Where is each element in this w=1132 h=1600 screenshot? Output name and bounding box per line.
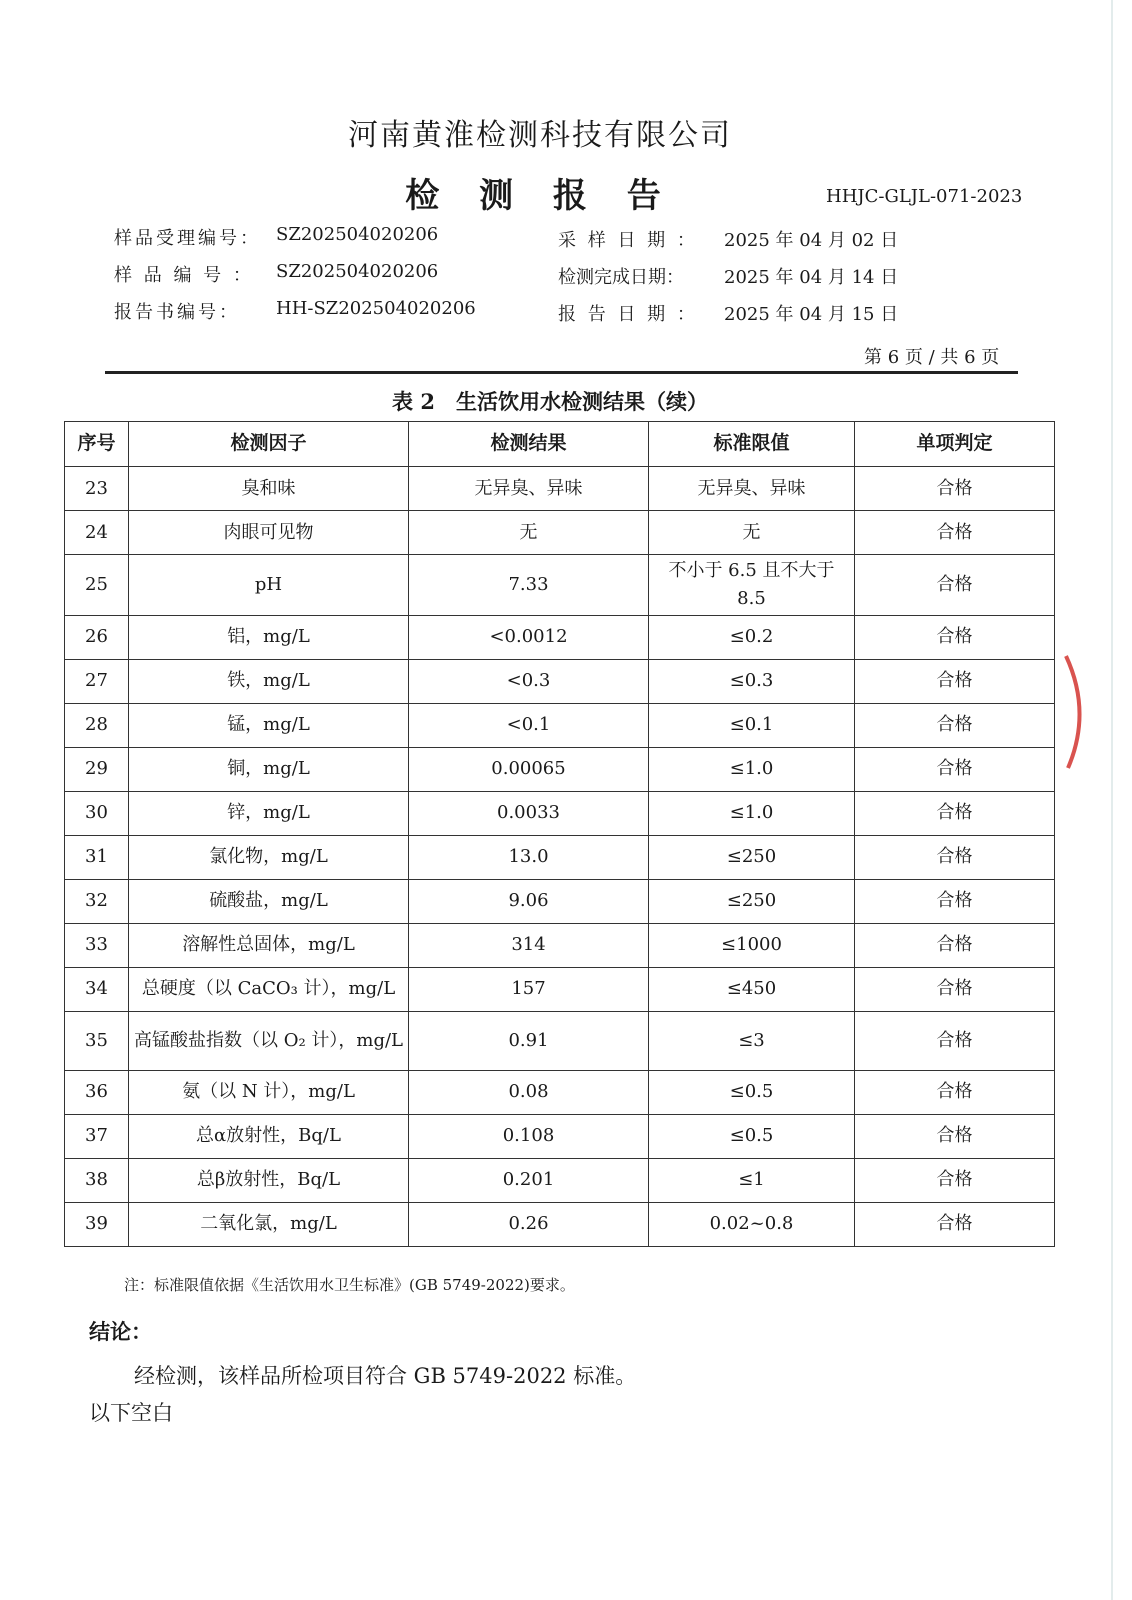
cell-result: 13.0	[409, 835, 649, 879]
cell-limit: ≤250	[649, 879, 855, 923]
table-row	[65, 791, 1055, 835]
document-number: HHJC-GLJL-071-2023	[826, 186, 1023, 207]
cell-no: 25	[65, 555, 129, 616]
cell-item: 总硬度（以 CaCO₃ 计），mg/L	[129, 967, 409, 1011]
cell-no: 37	[65, 1114, 129, 1158]
cell-judgement: 合格	[855, 615, 1055, 659]
cell-result: 9.06	[409, 879, 649, 923]
cell-judgement: 合格	[855, 1158, 1055, 1202]
cell-item: 溶解性总固体，mg/L	[129, 923, 409, 967]
cell-judgement: 合格	[855, 747, 1055, 791]
cell-no: 26	[65, 615, 129, 659]
cell-judgement: 合格	[855, 1070, 1055, 1114]
table-row	[65, 511, 1055, 555]
cell-result: 0.201	[409, 1158, 649, 1202]
cell-no: 34	[65, 967, 129, 1011]
table-row	[65, 879, 1055, 923]
cell-no: 32	[65, 879, 129, 923]
cell-no: 35	[65, 1011, 129, 1070]
cell-item: 二氧化氯，mg/L	[129, 1202, 409, 1246]
cell-result: 0.26	[409, 1202, 649, 1246]
cell-item: 铜，mg/L	[129, 747, 409, 791]
cell-no: 39	[65, 1202, 129, 1246]
cell-no: 28	[65, 703, 129, 747]
cell-item: pH	[129, 555, 409, 616]
cell-judgement: 合格	[855, 835, 1055, 879]
table-row	[65, 467, 1055, 511]
seal-stamp-edge	[1062, 652, 1102, 772]
table-row	[65, 1202, 1055, 1246]
cell-limit: ≤3	[649, 1011, 855, 1070]
cell-judgement: 合格	[855, 1011, 1055, 1070]
accept-no-value: SZ202504020206	[276, 224, 439, 245]
cell-result: 0.08	[409, 1070, 649, 1114]
cell-no: 30	[65, 791, 129, 835]
cell-limit: ≤1.0	[649, 747, 855, 791]
cell-judgement: 合格	[855, 1114, 1055, 1158]
report-title: 检 测 报 告	[405, 176, 675, 216]
table-header-row	[65, 422, 1055, 467]
sampling-date-label: 采 样 日 期 ：	[558, 230, 698, 251]
conclusion-text: 经检测，该样品所检项目符合 GB 5749-2022 标准。	[134, 1364, 637, 1388]
cell-no: 36	[65, 1070, 129, 1114]
cell-limit: ≤450	[649, 967, 855, 1011]
cell-item: 锌，mg/L	[129, 791, 409, 835]
cell-no: 38	[65, 1158, 129, 1202]
table-row	[65, 967, 1055, 1011]
cell-no: 31	[65, 835, 129, 879]
table-row	[65, 835, 1055, 879]
cell-limit: 无异臭、异味	[649, 467, 855, 511]
results-table	[64, 421, 1055, 1247]
cell-result: 314	[409, 923, 649, 967]
conclusion-label: 结论：	[89, 1319, 152, 1344]
page-indicator: 第 6 页 / 共 6 页	[864, 347, 1000, 368]
cell-judgement: 合格	[855, 555, 1055, 616]
table-row	[65, 1158, 1055, 1202]
cell-result: 0.0033	[409, 791, 649, 835]
table-row	[65, 659, 1055, 703]
header-no: 序号	[65, 422, 129, 467]
page-edge-line	[1111, 0, 1113, 1600]
report-date-label: 报 告 日 期 ：	[558, 304, 698, 325]
cell-result: 0.00065	[409, 747, 649, 791]
cell-no: 23	[65, 467, 129, 511]
company-name: 河南黄淮检测科技有限公司	[348, 118, 732, 153]
table-row	[65, 1011, 1055, 1070]
cell-judgement: 合格	[855, 967, 1055, 1011]
accept-no-label: 样品受理编号：	[114, 228, 261, 249]
header-judgement: 单项判定	[855, 422, 1055, 467]
cell-result: 0.91	[409, 1011, 649, 1070]
report-no-value: HH-SZ202504020206	[276, 298, 476, 319]
table-row	[65, 923, 1055, 967]
table-row	[65, 703, 1055, 747]
cell-judgement: 合格	[855, 703, 1055, 747]
cell-result: 0.108	[409, 1114, 649, 1158]
cell-result: 无异臭、异味	[409, 467, 649, 511]
cell-result: 157	[409, 967, 649, 1011]
cell-judgement: 合格	[855, 879, 1055, 923]
cell-judgement: 合格	[855, 511, 1055, 555]
cell-item: 氯化物，mg/L	[129, 835, 409, 879]
table-row	[65, 1114, 1055, 1158]
cell-item: 铁，mg/L	[129, 659, 409, 703]
cell-result: 7.33	[409, 555, 649, 616]
cell-item: 总β放射性，Bq/L	[129, 1158, 409, 1202]
table-row	[65, 555, 1055, 616]
cell-limit: ≤0.3	[649, 659, 855, 703]
cell-result: 无	[409, 511, 649, 555]
complete-date-label: 检测完成日期：	[558, 267, 684, 288]
header-limit: 标准限值	[649, 422, 855, 467]
cell-limit: ≤0.1	[649, 703, 855, 747]
cell-limit: ≤0.2	[649, 615, 855, 659]
cell-item: 氨（以 N 计），mg/L	[129, 1070, 409, 1114]
cell-item: 锰，mg/L	[129, 703, 409, 747]
cell-result: <0.3	[409, 659, 649, 703]
cell-limit: ≤1.0	[649, 791, 855, 835]
sampling-date-value: 2025 年 04 月 02 日	[724, 230, 899, 251]
cell-limit: 0.02~0.8	[649, 1202, 855, 1246]
cell-judgement: 合格	[855, 1202, 1055, 1246]
cell-result: <0.0012	[409, 615, 649, 659]
table-row	[65, 1070, 1055, 1114]
cell-item: 臭和味	[129, 467, 409, 511]
cell-no: 24	[65, 511, 129, 555]
header-result: 检测结果	[409, 422, 649, 467]
cell-judgement: 合格	[855, 659, 1055, 703]
report-date-value: 2025 年 04 月 15 日	[724, 304, 899, 325]
cell-limit: ≤250	[649, 835, 855, 879]
cell-item: 肉眼可见物	[129, 511, 409, 555]
cell-no: 27	[65, 659, 129, 703]
cell-no: 33	[65, 923, 129, 967]
cell-limit: 无	[649, 511, 855, 555]
cell-limit: 不小于 6.5 且不大于 8.5	[649, 555, 855, 616]
cell-limit: ≤0.5	[649, 1114, 855, 1158]
blank-below-note: 以下空白	[89, 1401, 173, 1425]
cell-no: 29	[65, 747, 129, 791]
cell-item: 硫酸盐，mg/L	[129, 879, 409, 923]
cell-judgement: 合格	[855, 923, 1055, 967]
table-title: 表 2 生活饮用水检测结果（续）	[392, 389, 708, 414]
cell-item: 高锰酸盐指数（以 O₂ 计），mg/L	[129, 1011, 409, 1070]
cell-item: 总α放射性，Bq/L	[129, 1114, 409, 1158]
sample-no-label: 样 品 编 号 ：	[114, 265, 254, 286]
header-divider	[105, 371, 1018, 374]
cell-limit: ≤1000	[649, 923, 855, 967]
cell-limit: ≤1	[649, 1158, 855, 1202]
cell-judgement: 合格	[855, 791, 1055, 835]
cell-judgement: 合格	[855, 467, 1055, 511]
table-row	[65, 747, 1055, 791]
sample-no-value: SZ202504020206	[276, 261, 439, 282]
report-no-label: 报告书编号：	[114, 302, 240, 323]
header-item: 检测因子	[129, 422, 409, 467]
cell-item: 铝，mg/L	[129, 615, 409, 659]
table-row	[65, 615, 1055, 659]
complete-date-value: 2025 年 04 月 14 日	[724, 267, 899, 288]
cell-limit: ≤0.5	[649, 1070, 855, 1114]
footnote: 注：标准限值依据《生活饮用水卫生标准》(GB 5749-2022)要求。	[124, 1276, 575, 1294]
cell-result: <0.1	[409, 703, 649, 747]
